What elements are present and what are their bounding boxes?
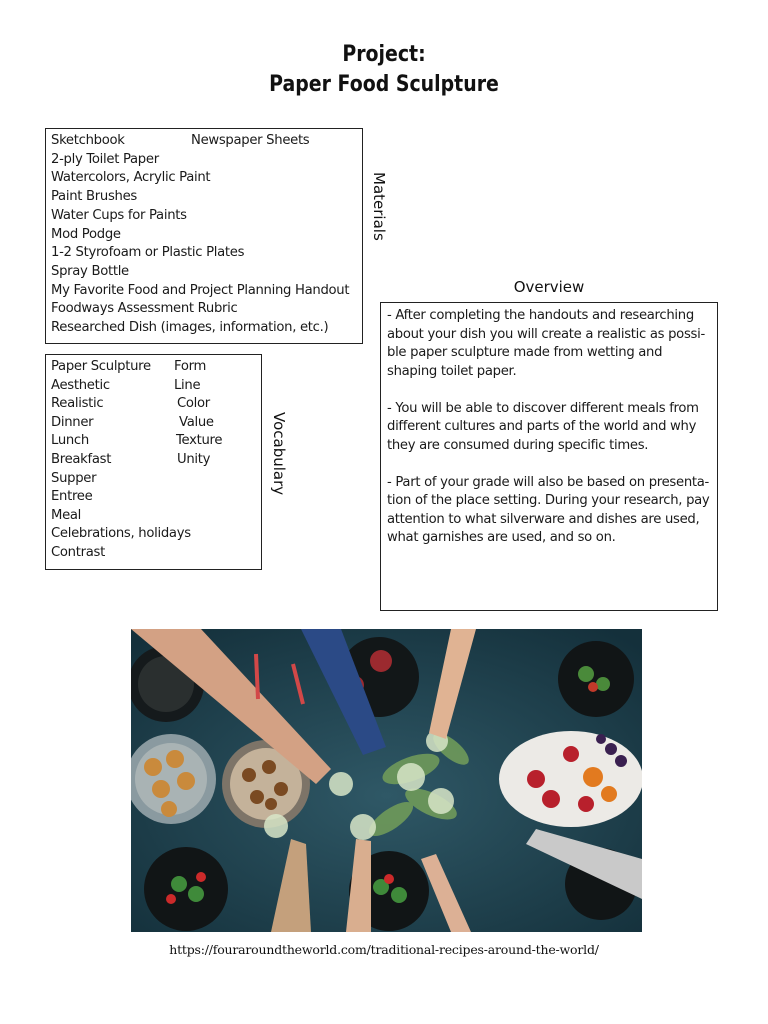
vocab-row	[51, 432, 256, 451]
material-item: Foodways Assessment Rubric	[51, 301, 238, 317]
material-item: Mod Podge	[51, 226, 121, 242]
vocab-row	[51, 414, 256, 433]
image-source-link[interactable]: https://fouraroundtheworld.com/traditional-recipes-around-the-world/	[169, 942, 599, 957]
material-item: Paint Brushes	[51, 189, 137, 205]
materials-box	[45, 128, 363, 344]
feast-table-photo	[131, 629, 642, 932]
vocab-term: Form	[174, 359, 207, 374]
material-item-label: Sketchbook	[51, 133, 125, 148]
vocab-row	[51, 395, 256, 414]
material-item: Watercolors, Acrylic Paint	[51, 170, 211, 186]
vocab-row	[51, 470, 256, 489]
page-title	[0, 40, 768, 100]
vocab-row	[51, 358, 256, 377]
vocab-term: Color	[177, 396, 210, 412]
vocab-term: Celebrations, holidays	[51, 526, 191, 542]
vocabulary-label: Vocabulary	[270, 412, 288, 496]
overview-paragraph: - You will be able to discover different meals from different cultures and parts of the world and why they are consumed during specific times.	[387, 400, 699, 453]
vocab-term: Texture	[176, 433, 223, 449]
overview-paragraph: - Part of your grade will also be based on presenta-tion of the place setting. During your research, pay attention to what silverware and dishes are used, what garnishes are used, and so on.	[387, 474, 710, 545]
vocab-term: Realistic	[51, 396, 104, 412]
vocab-row	[51, 544, 256, 563]
vocab-term: Paper Sculpture	[51, 359, 151, 374]
material-item: My Favorite Food and Project Planning Handout	[51, 282, 350, 298]
material-item: 1-2 Styrofoam or Plastic Plates	[51, 245, 245, 261]
vocab-term: Breakfast	[51, 451, 112, 467]
vocab-term: Line	[174, 377, 201, 393]
vocab-row	[51, 507, 256, 526]
vocab-term: Aesthetic	[51, 377, 110, 393]
vocab-term: Supper	[51, 470, 97, 486]
vocab-row	[51, 488, 256, 507]
vocab-term: Dinner	[51, 414, 94, 430]
feast-table-photo-art	[131, 629, 642, 932]
material-item: 2-ply Toilet Paper	[51, 151, 159, 167]
materials-label: Materials	[370, 172, 388, 241]
vocab-row	[51, 525, 256, 544]
vocab-row	[51, 377, 256, 396]
vocabulary-box	[45, 354, 262, 570]
vocab-term: Unity	[177, 451, 211, 467]
title-line-1: Project:	[342, 42, 426, 67]
vocab-term: Value	[179, 414, 214, 430]
material-item: Spray Bottle	[51, 263, 129, 279]
material-item	[51, 132, 357, 151]
vocab-term: Lunch	[51, 433, 89, 449]
overview-title: Overview	[513, 278, 585, 296]
overview-box	[380, 302, 718, 611]
vocab-row	[51, 451, 256, 470]
vocab-term: Entree	[51, 489, 93, 505]
material-item-label: Newspaper Sheets	[191, 133, 310, 148]
vocab-term: Contrast	[51, 544, 105, 560]
title-line-2: Paper Food Sculpture	[269, 72, 499, 97]
overview-paragraph: - After completing the handouts and researching about your dish you will create a realistic as possi-ble paper sculpture made from wetting and shaping toilet paper.	[387, 308, 705, 379]
vocab-term: Meal	[51, 507, 82, 523]
material-item: Researched Dish (images, information, etc.)	[51, 320, 329, 336]
material-item: Water Cups for Paints	[51, 207, 187, 223]
